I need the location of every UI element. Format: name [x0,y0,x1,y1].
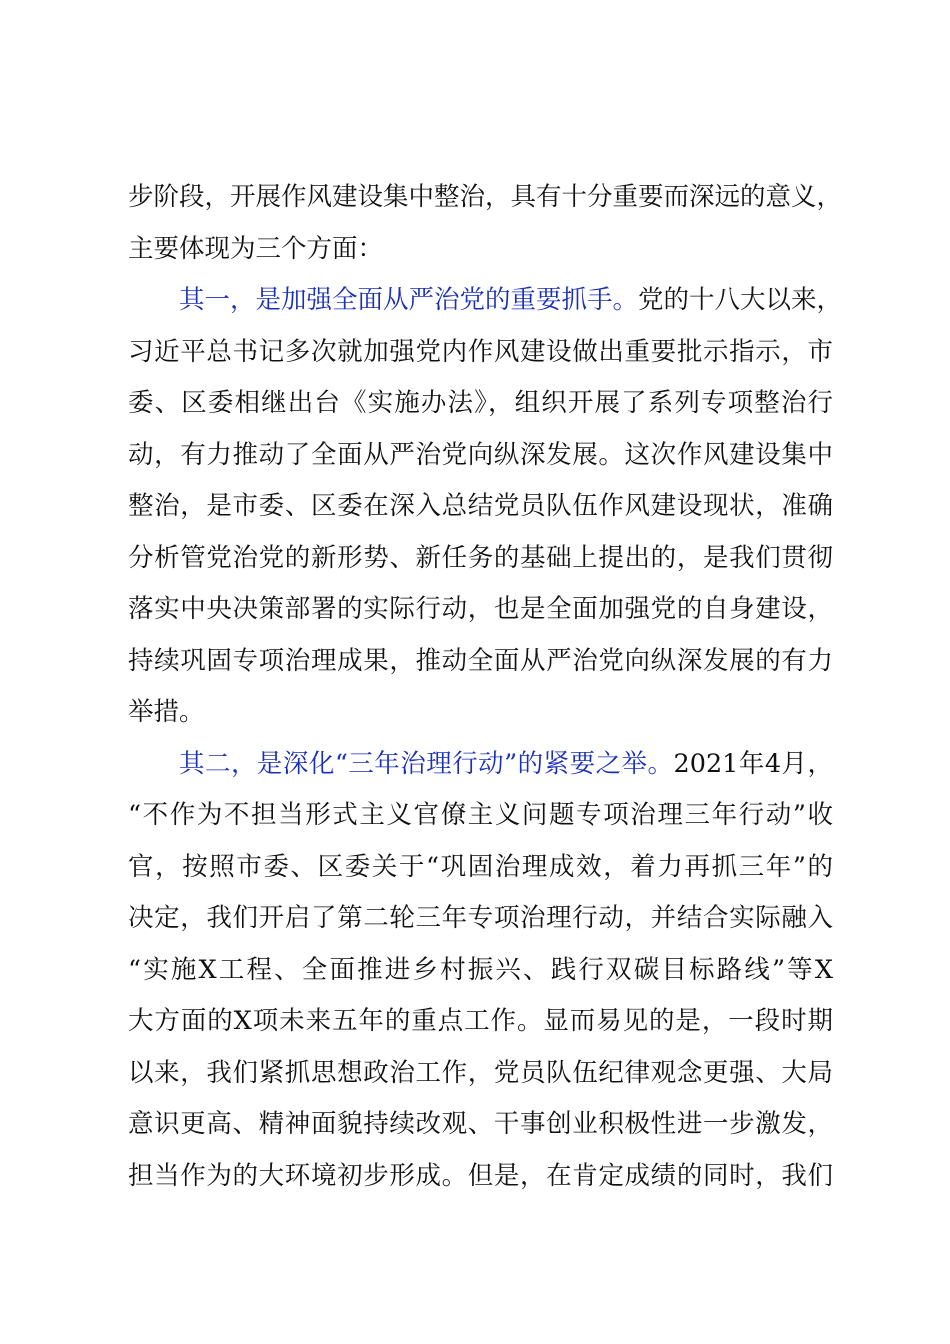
text-line: 分析管党治党的新形势、新任务的基础上提出的，是我们贯彻 [128,542,833,573]
text-line: 持续巩固专项治理成果，推动全面从严治党向纵深发展的有力 [128,645,833,676]
text-line: “不作为不担当形式主义官僚主义问题专项治理三年行动”收 [128,800,833,830]
text-line: 担当作为的大环境初步形成。但是，在肯定成绩的同时，我们 [128,1160,833,1191]
paragraph-point-two [128,739,833,1203]
text-line: 整治，是市委、区委在深入总结党员队伍作风建设现状，准确 [128,491,833,521]
text-line: 委、区委相继出台《实施办法》，组织开展了系列专项整治行 [128,388,833,418]
document-page [128,172,843,1202]
text-line: 以来，我们紧抓思想政治工作，党员队伍纪律观念更强、大局 [128,1057,833,1088]
text-line: “实施X工程、全面推进乡村振兴、践行双碳目标路线”等X [128,954,833,985]
text-line: 步阶段，开展作风建设集中整治，具有十分重要而深远的意义， [128,182,843,212]
text-line: 官，按照市委、区委关于“巩固治理成效，着力再抓三年”的 [128,851,833,882]
paragraph-intro [128,172,843,275]
text-line: 大方面的X项未来五年的重点工作。显而易见的是，一段时期 [128,1006,833,1036]
text-line: 落实中央决策部署的实际行动，也是全面加强党的自身建设， [128,594,833,624]
paragraph-point-one [128,275,843,739]
highlighted-heading: 其一，是加强全面从严治党的重要抓手。 [179,285,639,315]
text-segment: 党的十八大以来， [638,285,843,315]
text-line: 动，有力推动了全面从严治党向纵深发展。这次作风建设集中 [128,439,833,470]
highlighted-heading: 其二，是深化“三年治理行动”的紧要之举。 [179,748,674,779]
text-line: 主要体现为三个方面： [128,233,384,264]
text-line: 意识更高、精神面貌持续改观、干事创业积极性进一步激发， [128,1109,833,1139]
text-line: 习近平总书记多次就加强党内作风建设做出重要批示指示，市 [128,336,833,367]
text-segment: 2021年4月， [673,748,834,779]
text-line: 决定，我们开启了第二轮三年专项治理行动，并结合实际融入 [128,903,833,933]
paragraph-first-line [128,739,833,791]
paragraph-first-line [128,275,843,327]
text-line: 举措。 [128,697,205,727]
